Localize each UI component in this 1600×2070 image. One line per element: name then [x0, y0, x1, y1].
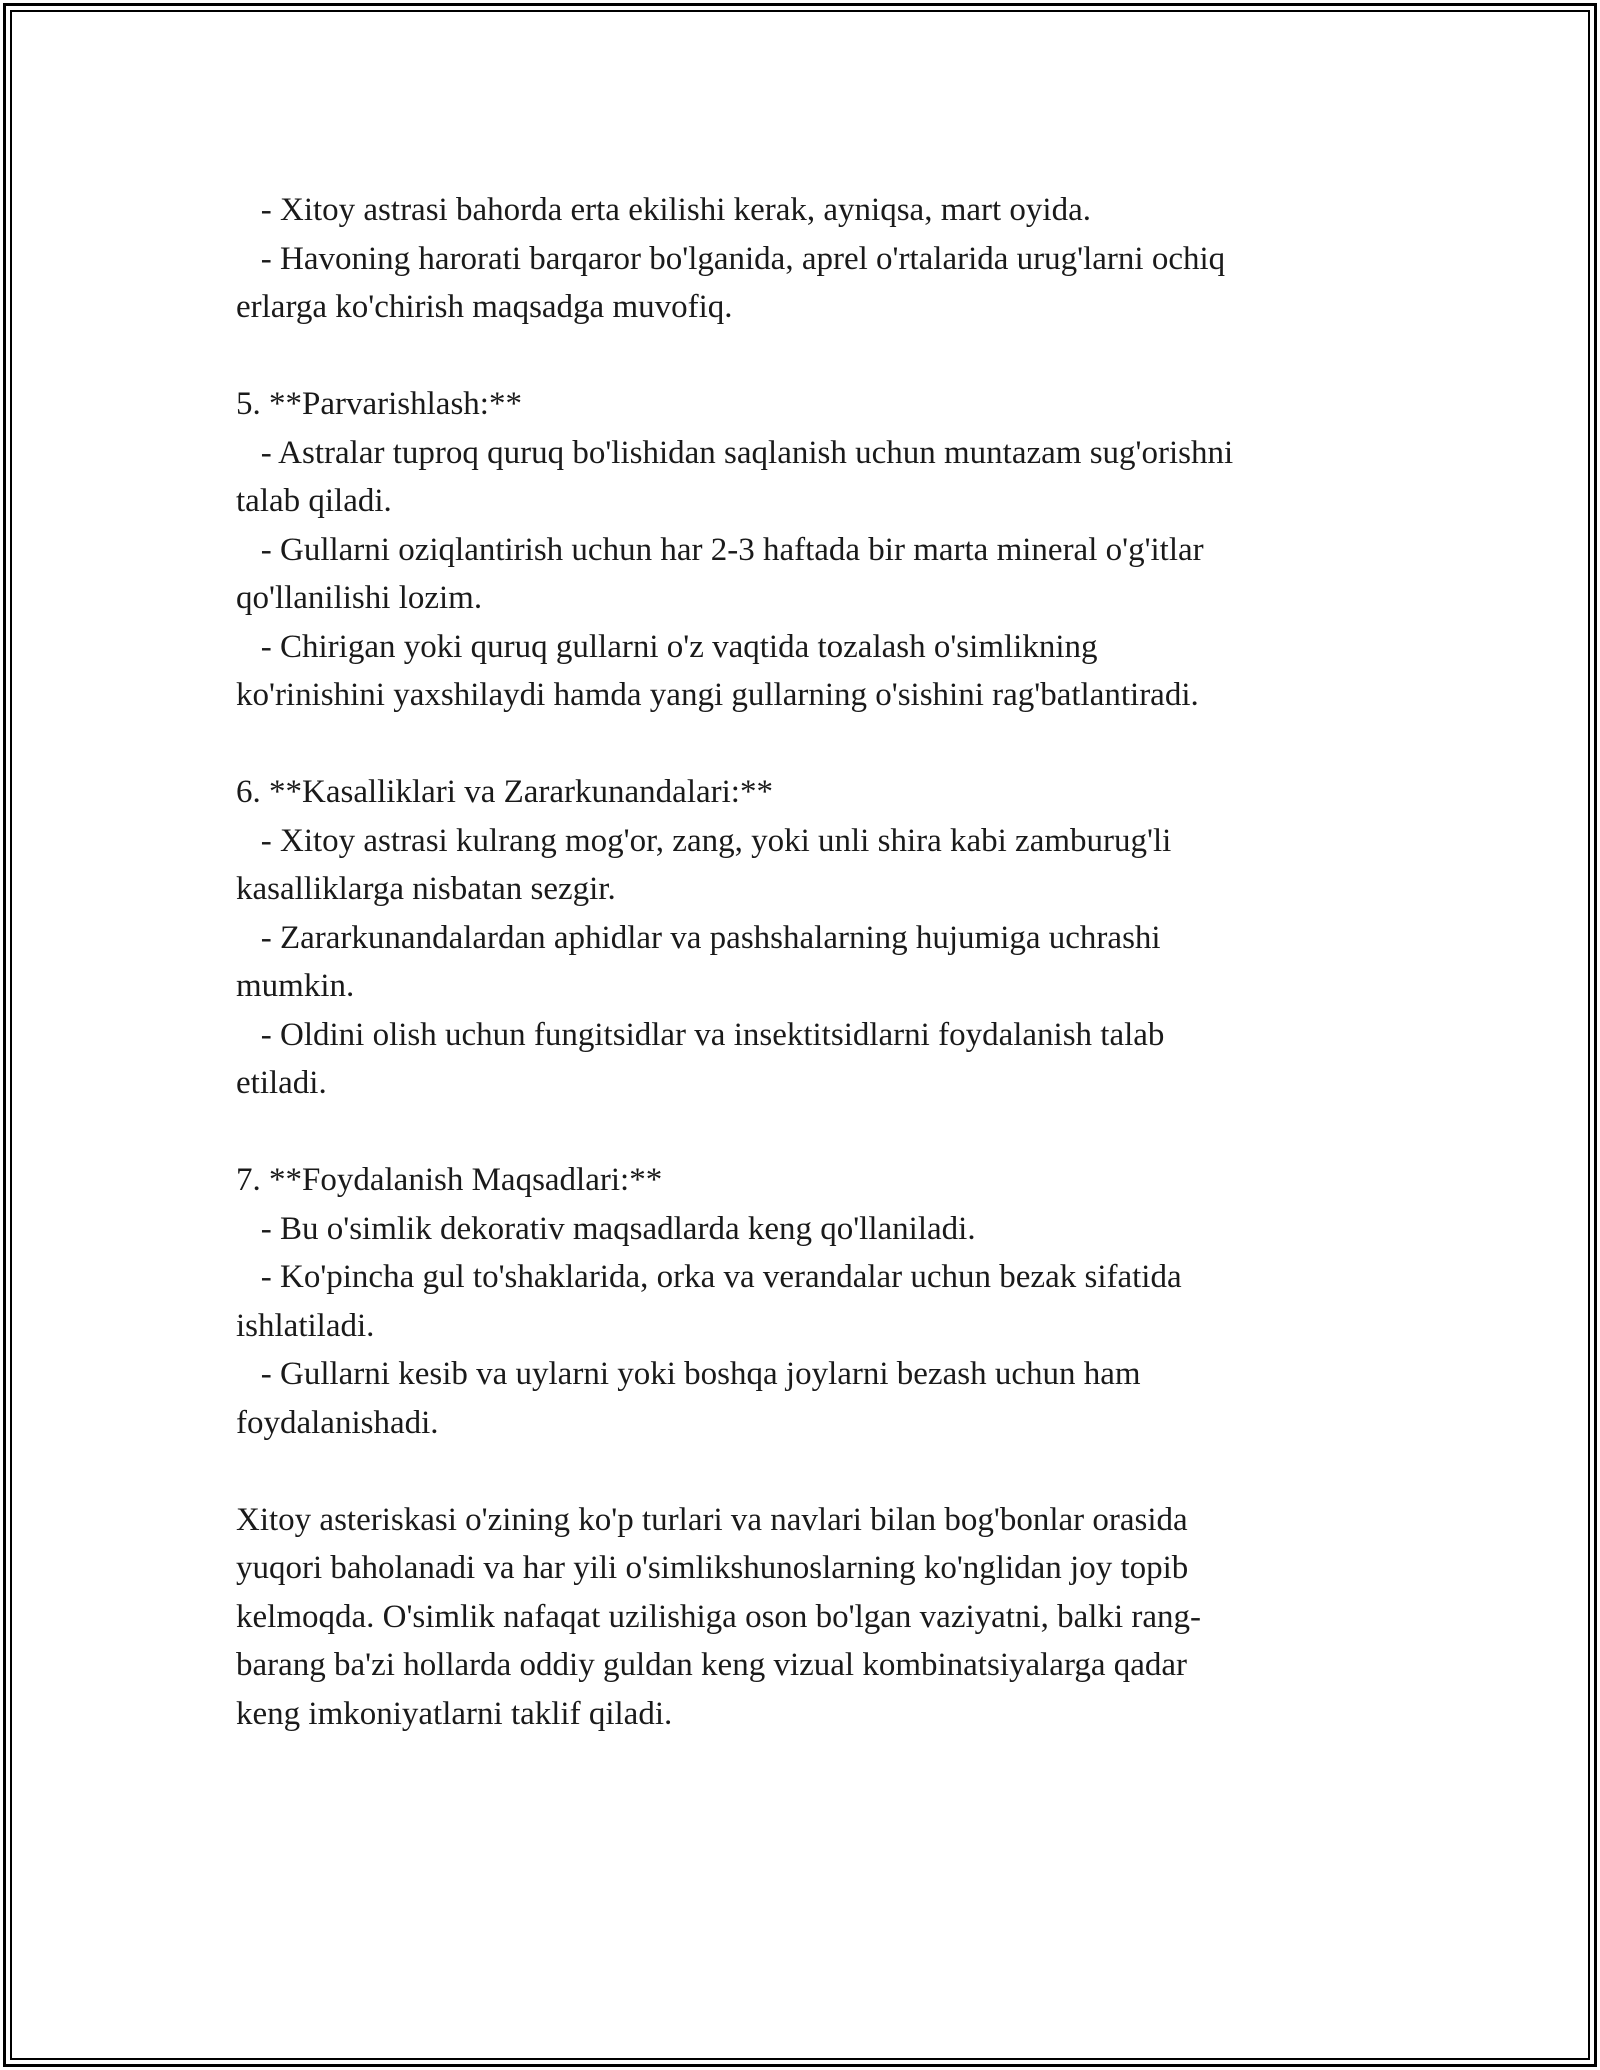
section-heading: 7. **Foydalanish Maqsadlari:** — [236, 1162, 663, 1198]
text-line: kasalliklarga nisbatan sezgir. — [236, 871, 616, 907]
text-line: - Xitoy astrasi bahorda erta ekilishi kerak, ayniqsa, mart oyida. — [236, 192, 1091, 228]
text-line: - Gullarni kesib va uylarni yoki boshqa joylarni bezash uchun ham — [236, 1356, 1141, 1392]
blank-line — [236, 1108, 1356, 1157]
text-line: - Chirigan yoki quruq gullarni o'z vaqtida tozalash o'simlikning — [236, 628, 1098, 665]
blank-line — [236, 1447, 1356, 1496]
text-line: - Gullarni oziqlantirish uchun har 2-3 haftada bir marta mineral o'g'itlar — [236, 531, 1204, 568]
text-line: ko'rinishini yaxshilaydi hamda yangi gullarning o'sishini rag'batlantiradi. — [236, 677, 1199, 713]
text-line: yuqori baholanadi va har yili o'simlikshunoslarning ko'nglidan joy topib — [236, 1550, 1189, 1586]
blank-line — [236, 332, 1356, 381]
section-heading: 6. **Kasalliklari va Zararkunandalari:** — [236, 774, 773, 810]
text-line: - Xitoy astrasi kulrang mog'or, zang, yoki unli shira kabi zamburug'li — [236, 822, 1172, 859]
text-line: Xitoy asteriskasi o'zining ko'p turlari va navlari bilan bog'bonlar orasida — [236, 1501, 1188, 1538]
text-line: qo'llanilishi lozim. — [236, 580, 483, 616]
text-line: keng imkoniyatlarni taklif qiladi. — [236, 1695, 673, 1732]
text-line: - Bu o'simlik dekorativ maqsadlarda keng qo'llaniladi. — [236, 1210, 976, 1247]
text-line: barang ba'zi hollarda oddiy guldan keng vizual kombinatsiyalarga qadar — [236, 1647, 1188, 1683]
text-line: - Astralar tuproq quruq bo'lishidan saqlanish uchun muntazam sug'orishni — [236, 434, 1234, 471]
text-line: - Zararkunandalardan aphidlar va pashshalarning hujumiga uchrashi — [236, 919, 1161, 956]
text-line: - Havoning harorati barqaror bo'lganida, aprel o'rtalarida urug'larni ochiq — [236, 240, 1226, 277]
text-line: etiladi. — [236, 1065, 327, 1101]
text-line: ishlatiladi. — [236, 1307, 375, 1344]
text-line: talab qiladi. — [236, 483, 392, 519]
text-line: foydalanishadi. — [236, 1404, 439, 1441]
text-line: - Oldini olish uchun fungitsidlar va insektitsidlarni foydalanish talab — [236, 1016, 1165, 1053]
section-heading: 5. **Parvarishlash:** — [236, 386, 522, 422]
text-line: erlarga ko'chirish maqsadga muvofiq. — [236, 289, 733, 325]
text-line: - Ko'pincha gul to'shaklarida, orka va verandalar uchun bezak sifatida — [236, 1259, 1182, 1295]
text-line: kelmoqda. O'simlik nafaqat uzilishiga oson bo'lgan vaziyatni, balki rang- — [236, 1598, 1201, 1635]
document-body — [236, 186, 1356, 1738]
text-line: mumkin. — [236, 968, 355, 1004]
blank-line — [236, 720, 1356, 769]
